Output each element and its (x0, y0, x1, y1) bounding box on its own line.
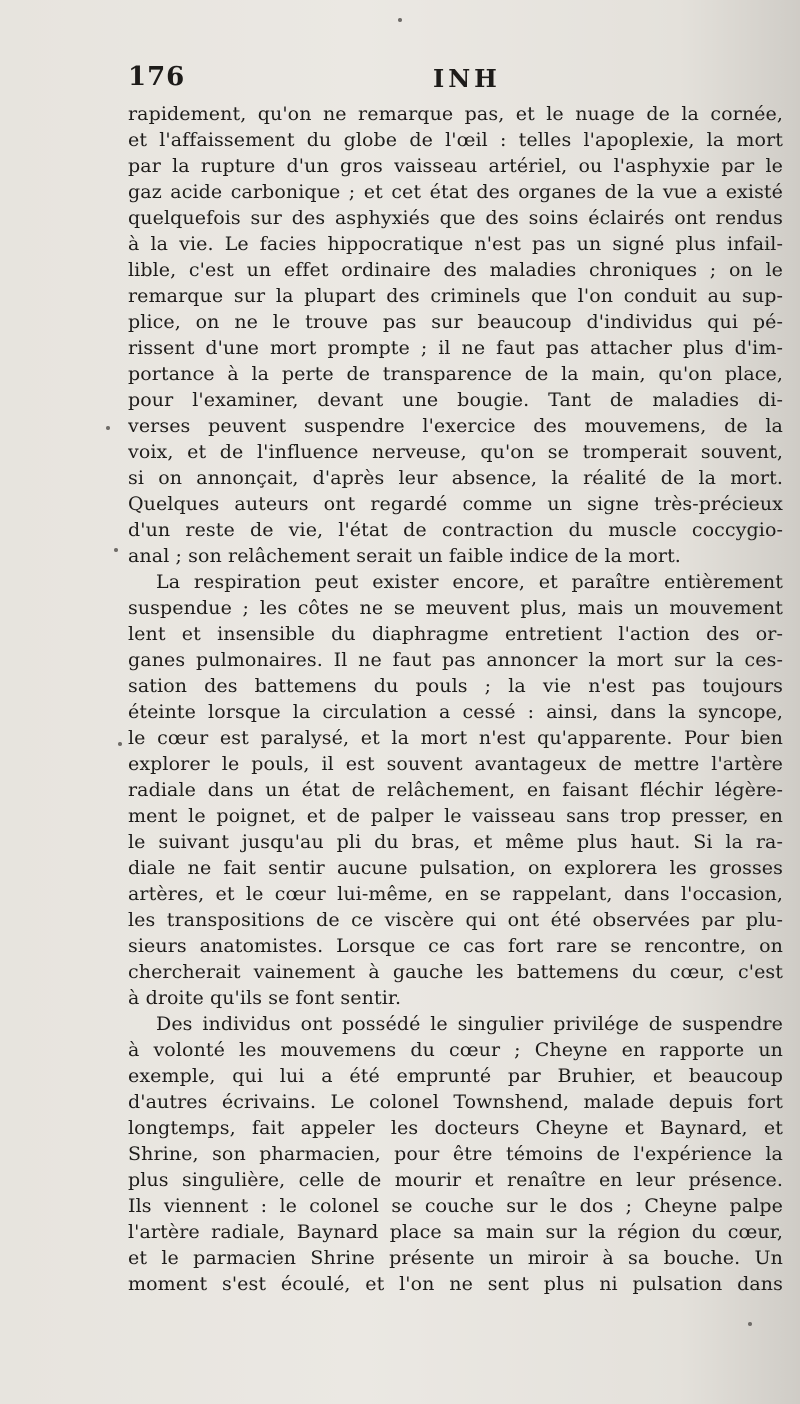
text-line: chercherait vainement à gauche les battemens du cœur, c'est (128, 961, 783, 983)
text-line: à la vie. Le facies hippocratique n'est pas un signé plus infail- (128, 233, 783, 255)
text-line: et le parmacien Shrine présente un miroir à sa bouche. Un (128, 1247, 783, 1269)
text-line: rapidement, qu'on ne remarque pas, et le nuage de la cornée, (128, 103, 783, 125)
margin-speck (398, 18, 402, 22)
text-line: Quelques auteurs ont regardé comme un signe très-précieux (128, 493, 783, 515)
text-line: exemple, qui lui a été emprunté par Bruhier, et beaucoup (128, 1065, 783, 1087)
running-head: INH (433, 64, 501, 93)
text-line: suspendue ; les côtes ne se meuvent plus, mais un mouvement (128, 597, 783, 619)
text-line: longtemps, fait appeler les docteurs Cheyne et Baynard, et (128, 1117, 783, 1139)
text-line: moment s'est écoulé, et l'on ne sent plus ni pulsation dans (128, 1273, 783, 1295)
margin-speck (114, 548, 118, 552)
text-line: et l'affaissement du globe de l'œil : telles l'apoplexie, la mort (128, 129, 783, 151)
text-line: verses peuvent suspendre l'exercice des mouvemens, de la (128, 415, 783, 437)
text-line: Des individus ont possédé le singulier privilége de suspendre (156, 1013, 783, 1035)
text-line: voix, et de l'influence nerveuse, qu'on se tromperait souvent, (128, 441, 783, 463)
text-line: ganes pulmonaires. Il ne faut pas annoncer la mort sur la ces- (128, 649, 783, 671)
text-line: ment le poignet, et de palper le vaisseau sans trop presser, en (128, 805, 783, 827)
margin-speck (748, 1322, 752, 1326)
text-line: plus singulière, celle de mourir et renaître en leur présence. (128, 1169, 783, 1191)
margin-speck (118, 742, 122, 746)
text-line: portance à la perte de transparence de la main, qu'on place, (128, 363, 783, 385)
margin-speck (106, 426, 110, 430)
text-line: Ils viennent : le colonel se couche sur le dos ; Cheyne palpe (128, 1195, 783, 1217)
text-line: remarque sur la plupart des criminels que l'on conduit au sup- (128, 285, 783, 307)
text-line: d'autres écrivains. Le colonel Townshend, malade depuis fort (128, 1091, 783, 1113)
text-line: si on annonçait, d'après leur absence, la réalité de la mort. (128, 467, 783, 489)
text-line: d'un reste de vie, l'état de contraction du muscle coccygio- (128, 519, 783, 541)
text-line: explorer le pouls, il est souvent avantageux de mettre l'artère (128, 753, 783, 775)
text-line: sieurs anatomistes. Lorsque ce cas fort rare se rencontre, on (128, 935, 783, 957)
text-line: La respiration peut exister encore, et paraître entièrement (156, 571, 783, 593)
text-line: le suivant jusqu'au pli du bras, et même plus haut. Si la ra- (128, 831, 783, 853)
text-line: l'artère radiale, Baynard place sa main sur la région du cœur, (128, 1221, 783, 1243)
text-line: sation des battemens du pouls ; la vie n'est pas toujours (128, 675, 783, 697)
body-text (128, 101, 783, 1297)
text-line: artères, et le cœur lui-même, en se rappelant, dans l'occasion, (128, 883, 783, 905)
text-line: lent et insensible du diaphragme entretient l'action des or- (128, 623, 783, 645)
text-line: lible, c'est un effet ordinaire des maladies chroniques ; on le (128, 259, 783, 281)
text-line: rissent d'une mort prompte ; il ne faut pas attacher plus d'im- (128, 337, 783, 359)
text-line: à droite qu'ils se font sentir. (128, 987, 402, 1009)
text-line: anal ; son relâchement serait un faible indice de la mort. (128, 545, 681, 567)
page-header (128, 62, 770, 92)
page-number: 176 (128, 62, 186, 92)
text-line: diale ne fait sentir aucune pulsation, on explorera les grosses (128, 857, 783, 879)
text-line: radiale dans un état de relâchement, en faisant fléchir légère- (128, 779, 783, 801)
text-line: quelquefois sur des asphyxiés que des soins éclairés ont rendus (128, 207, 783, 229)
text-line: le cœur est paralysé, et la mort n'est qu'apparente. Pour bien (128, 727, 783, 749)
text-line: pour l'examiner, devant une bougie. Tant de maladies di- (128, 389, 783, 411)
text-line: par la rupture d'un gros vaisseau artériel, ou l'asphyxie par le (128, 155, 783, 177)
text-line: gaz acide carbonique ; et cet état des organes de la vue a existé (128, 181, 783, 203)
text-line: Shrine, son pharmacien, pour être témoins de l'expérience la (128, 1143, 783, 1165)
text-line: à volonté les mouvemens du cœur ; Cheyne en rapporte un (128, 1039, 783, 1061)
text-line: plice, on ne le trouve pas sur beaucoup d'individus qui pé- (128, 311, 783, 333)
text-line: les transpositions de ce viscère qui ont été observées par plu- (128, 909, 783, 931)
text-line: éteinte lorsque la circulation a cessé : ainsi, dans la syncope, (128, 701, 783, 723)
